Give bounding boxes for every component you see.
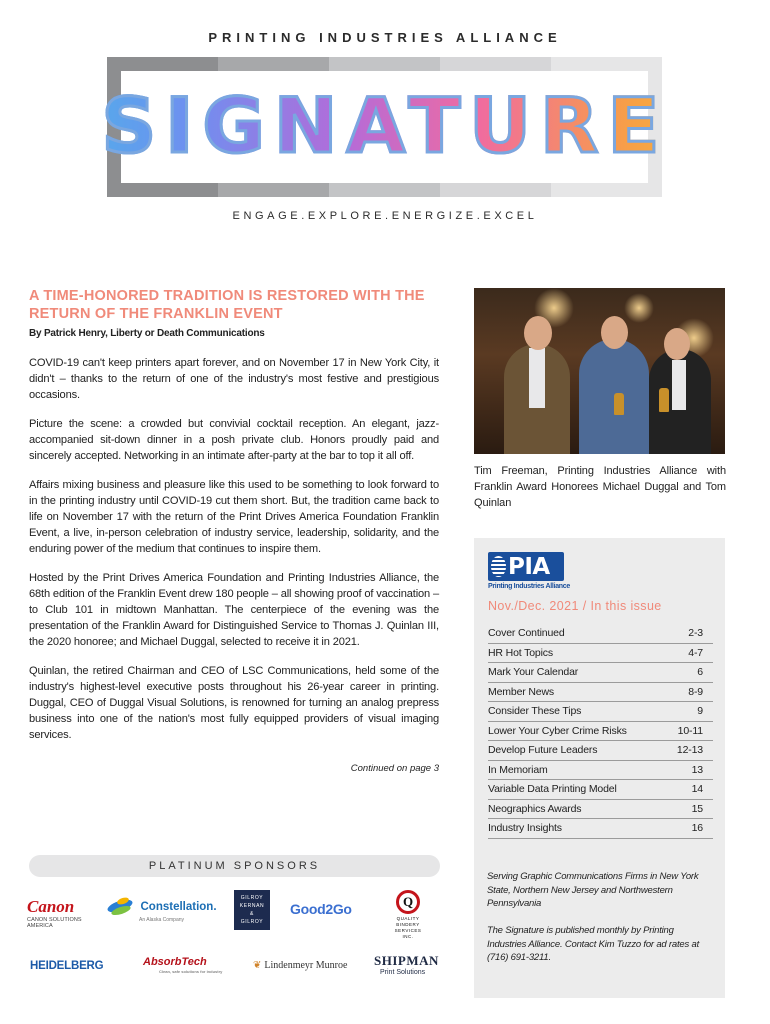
- award-trophy: [614, 393, 624, 415]
- article-byline: By Patrick Henry, Liberty or Death Communications: [29, 328, 265, 339]
- gilroy-kernan-gilroy-logo: GILROY KERNAN & GILROY: [234, 890, 270, 930]
- issue-title: Nov./Dec. 2021 / In this issue: [488, 599, 662, 613]
- toc-item[interactable]: Variable Data Printing Model 14: [488, 780, 713, 800]
- heidelberg-logo: HEIDELBERG: [30, 960, 104, 972]
- toc-item[interactable]: Industry Insights 16: [488, 819, 713, 839]
- toc-item[interactable]: Develop Future Leaders 12-13: [488, 741, 713, 761]
- toc-item[interactable]: HR Hot Topics 4-7: [488, 644, 713, 664]
- article-paragraph: Hosted by the Print Drives America Foundation and Printing Industries Alliance, the 68th edition of the Franklin Event drew 180 people – all showing proof of vaccination – to Club 101 in midtown Manhattan. The centerpiece of the evening was the presentation of the Franklin Award for Distinguished Service to Thomas J. Quinlan III, the 2020 honoree; and Michael Duggal, selected to receive it in 2021.: [29, 572, 440, 648]
- toc-item[interactable]: Lower Your Cyber Crime Risks 10-11: [488, 722, 713, 742]
- article-paragraph: COVID-19 can't keep printers apart forever, and on November 17 in New York City, it didn't – thanks to the return of one of the industry's most festive and prestigious occasions.: [29, 357, 439, 401]
- article-paragraph: Quinlan, the retired Chairman and CEO of LSC Communications, held some of the industry's highest-level executive posts throughout his 26-year career in printing. Duggal, CEO of Duggal Visual Solutions, is renowned for turning an analog prepress business into one of the nation's most fully equipped providers of visual imaging services.: [29, 665, 439, 741]
- tree-icon: ❦: [253, 960, 262, 971]
- article-paragraph: Affairs mixing business and pleasure like this used to be something to look forward to in the printing industry until COVID-19 cut them short. But, the tradition came back to life on November 17 with the return of the Print Drives America Foundation Franklin Event, a live, in-person celebration of industry service, leadership, solidarity, and the enduring power of the medium that continues to inspire them.: [29, 479, 439, 555]
- article-headline: A TIME-HONORED TRADITION IS RESTORED WITH THE RETURN OF THE FRANKLIN EVENT: [29, 288, 425, 322]
- toc-item[interactable]: Consider These Tips 9: [488, 702, 713, 722]
- toc-item[interactable]: Member News 8-9: [488, 683, 713, 703]
- sponsors-heading: PLATINUM SPONSORS: [29, 855, 440, 877]
- event-photo: [474, 288, 725, 454]
- cover-article: [29, 287, 439, 774]
- tagline: ENGAGE.EXPLORE.ENERGIZE.EXCEL: [232, 210, 538, 222]
- toc-item[interactable]: Mark Your Calendar 6: [488, 663, 713, 683]
- quality-bindery-logo: Q QUALITY BINDERY SERVICES INC.: [393, 889, 423, 941]
- lindenmeyr-munroe-logo: ❦ Lindenmeyr Munroe: [253, 960, 348, 971]
- canon-logo: Canon CANON SOLUTIONS AMERICA: [27, 897, 82, 929]
- constellation-logo: Constellation. An Alaska Company: [107, 897, 217, 917]
- pia-logo: PIA Printing Industries Alliance: [488, 554, 570, 590]
- shipman-logo: SHIPMAN Print Solutions: [374, 953, 439, 976]
- organization-name: PRINTING INDUSTRIES ALLIANCE: [208, 30, 562, 45]
- masthead-frame-top: [107, 57, 662, 71]
- table-of-contents: [488, 624, 713, 839]
- publication-note: The Signature is published monthly by Printing Industries Alliance. Contact Kim Tuzzo for ad rates at (716) 691-3211.: [487, 925, 700, 963]
- absorbtech-logo: AbsorbTech Clean, safe solutions for industry: [143, 956, 223, 974]
- globe-icon: [491, 556, 506, 577]
- issue-sidebar: [474, 538, 725, 998]
- toc-item[interactable]: Neographics Awards 15: [488, 800, 713, 820]
- constellation-swoosh-icon: [107, 897, 137, 917]
- photo-caption: Tim Freeman, Printing Industries Alliance with Franklin Award Honorees Michael Duggal and Tom Quinlan: [474, 465, 726, 509]
- award-trophy: [659, 388, 669, 412]
- toc-item[interactable]: In Memoriam 13: [488, 761, 713, 781]
- service-area-note: Serving Graphic Communications Firms in New York State, Northern New Jersey and Northwestern Pennsylvania: [487, 871, 699, 909]
- continued-note: Continued on page 3: [350, 763, 439, 774]
- newsletter-title: SIGNATURE: [0, 88, 770, 164]
- masthead-frame-bottom: [107, 183, 662, 197]
- good2go-logo: Good2Go: [290, 901, 352, 917]
- toc-item[interactable]: Cover Continued 2-3: [488, 624, 713, 644]
- article-paragraph: Picture the scene: a crowded but convivial cocktail reception. An elegant, jazz-accompanied sit-down dinner in a posh private club. Honors proudly paid and sincerely accepted. Networking in an intimate after-party at the bar to top it all off.: [29, 418, 439, 462]
